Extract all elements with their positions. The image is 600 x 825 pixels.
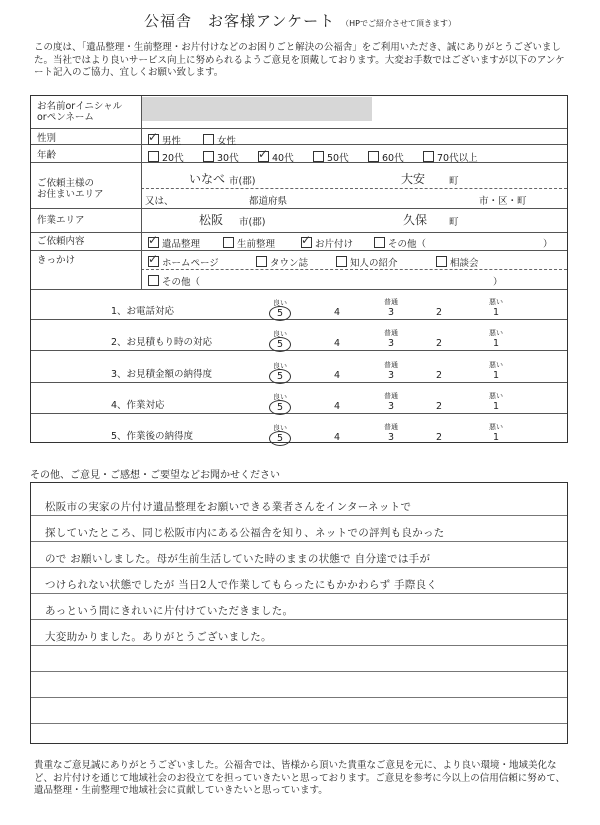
request-option-pre-life[interactable]: 生前整理 [223,236,275,250]
checkbox-female[interactable] [203,134,214,145]
intro-paragraph: この度は、「遺品整理・生前整理・お片付けなどのお困りごと解決の公福舎」をご利用いただき、誠にありがとうございました。当社ではより良いサービス向上に努められるようご意見を頂戴しております。大変お手数ではございますが以下のアンケート記入のご協力、宜しくお願い致します。 [34,42,565,78]
rating-header-good: 良い [273,330,287,338]
title-note: （HPでご紹介させて頂きます） [341,19,456,28]
rating-option-2[interactable]: 2 [435,401,443,412]
work-area-city-handwritten: 松阪 [199,213,224,227]
gender-option-female[interactable]: 女性 [203,133,236,147]
rating-option-4[interactable]: 4 [333,401,341,412]
rating-option-2[interactable]: 2 [435,338,443,349]
age-option-70plus[interactable]: 70代以上 [423,150,478,164]
rating-option-3[interactable]: 3 普通 [381,337,401,350]
address-alt-unit: 市・区・町 [479,196,527,207]
trigger-option-other[interactable]: その他（ [148,274,200,288]
trigger-other-close: ） [493,277,503,288]
comments-heading: その他、ご意見・ご感想・ご要望などお聞かせください [30,470,280,481]
age-option-20[interactable]: 20代 [148,150,184,164]
rating-header-normal: 普通 [384,329,398,337]
rating-option-5[interactable]: 5 良い [269,400,291,415]
rating-option-3[interactable]: 3 普通 [381,400,401,413]
comment-line: つけられない状態でしたが 当日2人で作業してもらったにもかかわらず 手際良く [45,579,438,591]
rating-option-1[interactable]: 1 悪い [486,431,506,444]
comment-line: 探していたところ、同じ松阪市内にある公福舎を知り、ネットでの評判も良かった [45,527,445,539]
rating-header-bad: 悪い [489,329,503,337]
request-other-close: ） [543,239,553,250]
name-redaction [142,97,372,121]
rating-header-normal: 普通 [384,392,398,400]
work-area-label: 作業エリア [37,215,85,226]
rating-option-3[interactable]: 3 普通 [381,431,401,444]
rating-option-4[interactable]: 4 [333,338,341,349]
rating-option-2[interactable]: 2 [435,432,443,443]
rating-header-good: 良い [273,299,287,307]
rating-header-normal: 普通 [384,298,398,306]
rating-question-3: 3、お見積金額の納得度 [111,369,213,380]
work-area-city-unit: 市(郡) [239,217,266,228]
rating-question-1: 1、お電話対応 [111,306,175,317]
address-city-unit: 市(郡) [229,176,256,187]
rating-header-bad: 悪い [489,423,503,431]
comment-line: あっという間にきれいに片付けていただきました。 [45,605,294,617]
trigger-label: きっかけ [37,255,76,266]
rating-option-3[interactable]: 3 普通 [381,369,401,382]
rating-option-4[interactable]: 4 [333,370,341,381]
age-label: 年齢 [37,150,57,161]
survey-form [30,95,568,443]
trigger-option-homepage[interactable]: ✓ ホームページ [148,255,219,269]
rating-option-1[interactable]: 1 悪い [486,337,506,350]
request-label: ご依頼内容 [37,236,85,247]
request-option-other[interactable]: その他（ [374,236,426,250]
request-option-estate[interactable]: ✓ 遺品整理 [148,236,200,250]
address-town-handwritten: 大安 [401,172,426,186]
comments-box [30,482,568,744]
address-city-handwritten: いなべ [189,172,226,186]
rating-option-3[interactable]: 3 普通 [381,306,401,319]
work-area-town-handwritten: 久保 [403,213,428,227]
age-option-30[interactable]: 30代 [203,150,239,164]
work-area-town-unit: 町 [449,217,459,228]
comment-line: 松阪市の実家の片付け遺品整理をお願いできる業者さんをインターネットで [45,501,412,513]
checkbox-male[interactable] [148,134,159,145]
rating-header-bad: 悪い [489,361,503,369]
age-option-50[interactable]: 50代 [313,150,349,164]
age-option-60[interactable]: 60代 [368,150,404,164]
rating-option-1[interactable]: 1 悪い [486,400,506,413]
address-label: ご依頼主様の お住まいエリア [37,178,104,200]
address-pref-unit: 都道府県 [249,196,288,207]
gender-option-male[interactable]: ✓ 男性 [148,133,181,147]
rating-question-4: 4、作業対応 [111,400,165,411]
trigger-option-consultation[interactable]: 相談会 [436,255,479,269]
rating-option-5[interactable]: 5 良い [269,306,291,321]
address-alt-label: 又は、 [145,196,174,207]
rating-option-4[interactable]: 4 [333,307,341,318]
comment-line: 大変助かりました。ありがとうございました。 [45,631,272,643]
rating-question-5: 5、作業後の納得度 [111,431,194,442]
footer-paragraph: 貴重なご意見誠にありがとうございました。公福舎では、皆様から頂いた貴重なご意見を元に、より良い環境・地域美化など、お片付けを通じて地域社会のお役立てを担っていきたいと思っております。ご意見を参考に今以上の信用信頼に努めて、遺品整理・生前整理で地域社会に貢献していきたいと思っています。 [34,760,566,796]
rating-header-normal: 普通 [384,361,398,369]
rating-header-good: 良い [273,362,287,370]
rating-option-2[interactable]: 2 [435,370,443,381]
rating-option-4[interactable]: 4 [333,432,341,443]
rating-header-normal: 普通 [384,423,398,431]
survey-title [0,10,600,31]
rating-option-5[interactable]: 5 良い [269,431,291,446]
rating-header-good: 良い [273,424,287,432]
rating-header-good: 良い [273,393,287,401]
name-label: お名前orイニシャル orペンネーム [37,101,123,123]
title-text: 公福舎 お客様アンケート [144,12,336,30]
comment-line: ので お願いしました。母が生前生活していた時のままの状態で 自分達では手が [45,553,431,565]
rating-option-5[interactable]: 5 良い [269,369,291,384]
rating-header-bad: 悪い [489,392,503,400]
age-option-40[interactable]: ✓ 40代 [258,150,294,164]
gender-label: 性別 [37,133,57,144]
trigger-option-referral[interactable]: 知人の紹介 [336,255,398,269]
rating-option-1[interactable]: 1 悪い [486,369,506,382]
rating-option-2[interactable]: 2 [435,307,443,318]
trigger-option-town-magazine[interactable]: タウン誌 [256,255,308,269]
request-option-tidy[interactable]: ✓ お片付け [301,236,353,250]
rating-option-5[interactable]: 5 良い [269,337,291,352]
rating-header-bad: 悪い [489,298,503,306]
rating-option-1[interactable]: 1 悪い [486,306,506,319]
address-town-unit: 町 [449,176,459,187]
rating-question-2: 2、お見積もり時の対応 [111,337,213,348]
